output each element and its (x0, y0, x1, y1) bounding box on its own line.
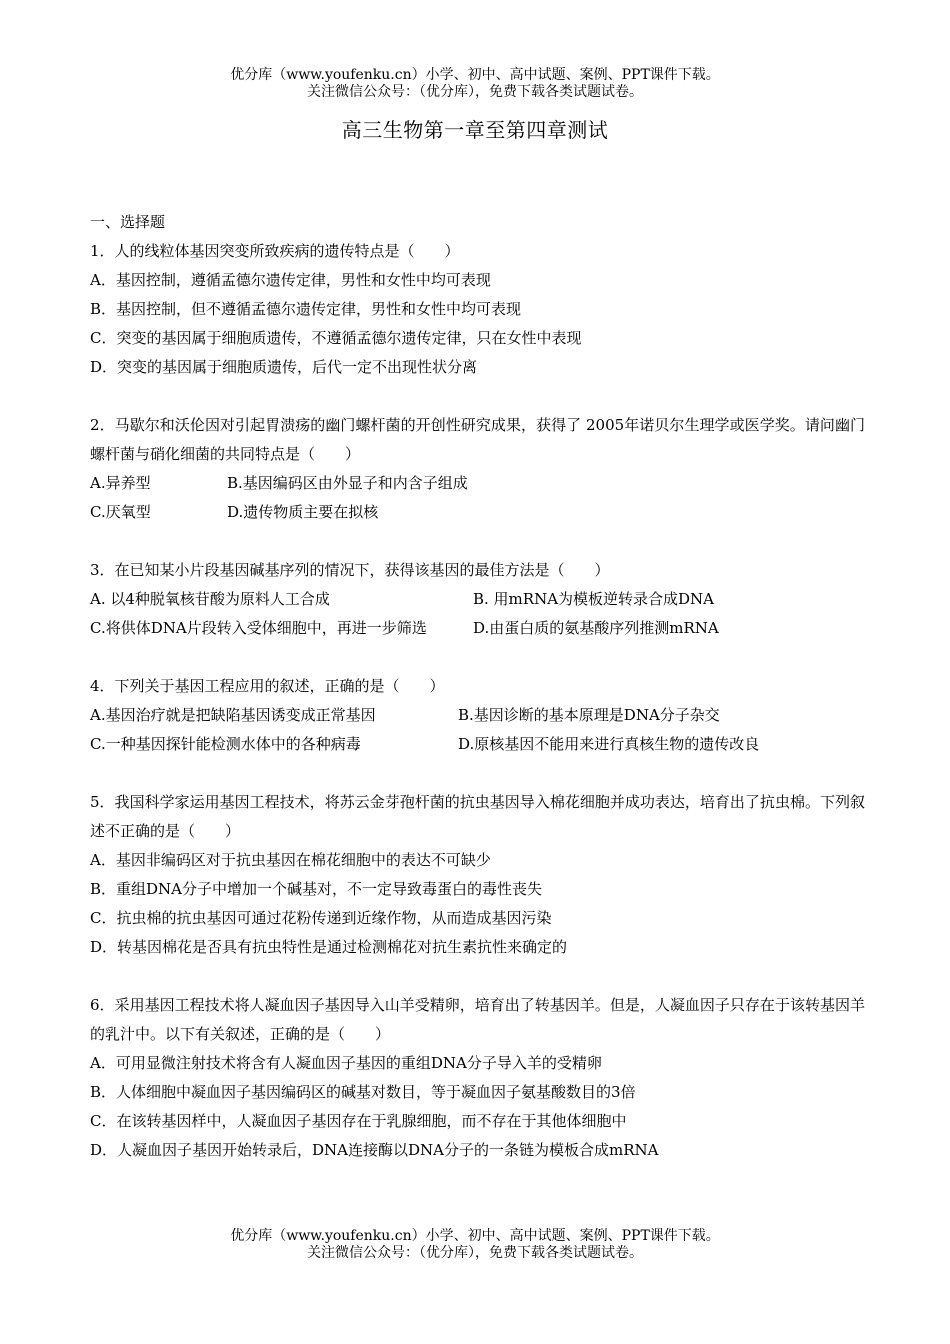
page-footer (0, 1228, 950, 1262)
option-b: B．重组DNA分子中增加一个碱基对，不一定导致毒蛋白的毒性丧失 (90, 880, 543, 898)
option-b: B．基因控制，但不遵循孟德尔遗传定律，男性和女性中均可表现 (90, 300, 522, 318)
option-d: D.由蛋白质的氨基酸序列推测mRNA (473, 619, 719, 637)
option-b: B．人体细胞中凝血因子基因编码区的碱基对数目，等于凝血因子氨基酸数目的3倍 (90, 1083, 636, 1101)
option-d: D.原核基因不能用来进行真核生物的遗传改良 (458, 735, 760, 753)
question-stem: 6．采用基因工程技术将人凝血因子基因导入山羊受精卵，培育出了转基因羊。但是，人凝血因子只存在于该转基因羊的乳汁中。以下有关叙述，正确的是（ ） (90, 996, 865, 1043)
question-list (90, 208, 865, 1165)
option-b: B.基因诊断的基本原理是DNA分子杂交 (458, 706, 720, 724)
option-b: B. 用mRNA为模板逆转录合成DNA (473, 590, 715, 608)
option-a: A. 以4种脱氧核苷酸为原料人工合成 (90, 590, 330, 608)
page-header (0, 67, 950, 101)
footer-line-2: 关注微信公众号：（优分库），免费下载各类试题试卷。 (307, 1245, 643, 1261)
header-line-2: 关注微信公众号：（优分库），免费下载各类试题试卷。 (307, 84, 643, 100)
option-a: A.基因治疗就是把缺陷基因诱变成正常基因 (90, 706, 376, 724)
option-c: C.将供体DNA片段转入受体细胞中，再进一步筛选 (90, 619, 427, 637)
option-a: A．基因控制，遵循孟德尔遗传定律，男性和女性中均可表现 (90, 271, 491, 289)
option-c: C．突变的基因属于细胞质遗传，不遵循孟德尔遗传定律，只在女性中表现 (90, 329, 582, 347)
question-2 (90, 411, 865, 527)
section-heading: 一、选择题 (90, 213, 166, 231)
question-stem: 4．下列关于基因工程应用的叙述，正确的是（ ） (90, 677, 445, 695)
question-6 (90, 991, 865, 1165)
footer-line-1: 优分库（www.youfenku.cn）小学、初中、高中试题、案例、PPT课件下载。 (230, 1228, 720, 1244)
question-1 (90, 237, 865, 382)
question-4 (90, 672, 865, 759)
question-stem: 2．马歇尔和沃伦因对引起胃溃疡的幽门螺杆菌的开创性研究成果，获得了 2005年诺贝尔生理学或医学奖。请问幽门螺杆菌与硝化细菌的共同特点是（ ） (90, 416, 865, 463)
question-stem: 5．我国科学家运用基因工程技术，将苏云金芽孢杆菌的抗虫基因导入棉花细胞并成功表达，培育出了抗虫棉。下列叙述不正确的是（ ） (90, 793, 865, 840)
option-a: A.异养型 (90, 474, 151, 492)
option-a: A．基因非编码区对于抗虫基因在棉花细胞中的表达不可缺少 (90, 851, 491, 869)
option-c: C.一种基因探针能检测水体中的各种病毒 (90, 735, 361, 753)
option-a: A．可用显微注射技术将含有人凝血因子基因的重组DNA分子导入羊的受精卵 (90, 1054, 602, 1072)
header-line-1: 优分库（www.youfenku.cn）小学、初中、高中试题、案例、PPT课件下载。 (230, 67, 720, 83)
question-3 (90, 556, 865, 643)
option-c: C.厌氧型 (90, 503, 151, 521)
option-d: D.遗传物质主要在拟核 (227, 503, 379, 521)
option-d: D．人凝血因子基因开始转录后，DNA连接酶以DNA分子的一条链为模板合成mRNA (90, 1141, 659, 1159)
question-stem: 3．在已知某小片段基因碱基序列的情况下，获得该基因的最佳方法是（ ） (90, 561, 610, 579)
option-b: B.基因编码区由外显子和内含子组成 (227, 474, 468, 492)
option-d: D．转基因棉花是否具有抗虫特性是通过检测棉花对抗生素抗性来确定的 (90, 938, 568, 956)
option-d: D．突变的基因属于细胞质遗传，后代一定不出现性状分离 (90, 358, 478, 376)
question-stem: 1．人的线粒体基因突变所致疾病的遗传特点是（ ） (90, 242, 460, 260)
option-c: C．在该转基因样中，人凝血因子基因存在于乳腺细胞，而不存在于其他体细胞中 (90, 1112, 627, 1130)
option-c: C．抗虫棉的抗虫基因可通过花粉传递到近缘作物，从而造成基因污染 (90, 909, 552, 927)
question-5 (90, 788, 865, 962)
page-title: 高三生物第一章至第四章测试 (341, 118, 609, 142)
